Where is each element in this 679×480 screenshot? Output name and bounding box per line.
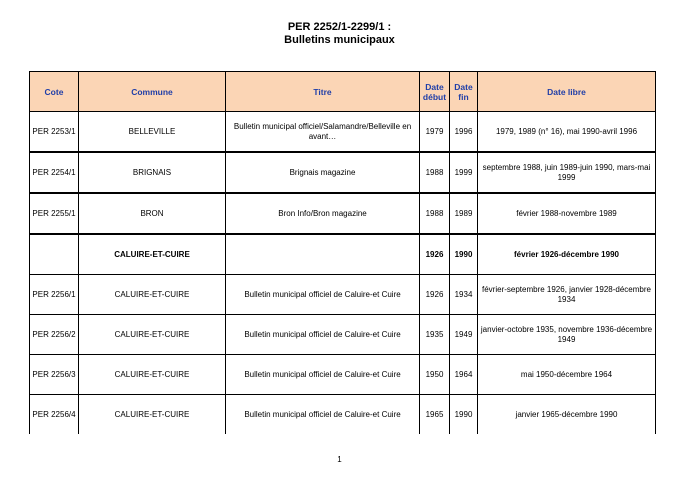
cell-date-debut: 1988 <box>420 152 450 193</box>
title-line-2: Bulletins municipaux <box>284 34 395 46</box>
cell-titre: Brignais magazine <box>226 152 420 193</box>
cell-date-libre: 1979, 1989 (n° 16), mai 1990-avril 1996 <box>478 112 656 153</box>
table-row <box>30 112 656 153</box>
cell-date-libre: janvier-octobre 1935, novembre 1936-décembre 1949 <box>478 315 656 355</box>
cell-date-fin: 1996 <box>450 112 478 153</box>
cell-commune: BRON <box>79 193 226 234</box>
col-header-date-libre: Date libre <box>478 72 656 112</box>
cell-date-fin: 1934 <box>450 275 478 315</box>
cell-date-fin: 1990 <box>450 395 478 435</box>
cell-date-libre: septembre 1988, juin 1989-juin 1990, mars-mai 1999 <box>478 152 656 193</box>
cell-date-debut: 1950 <box>420 355 450 395</box>
cell-titre: Bulletin municipal officiel de Caluire-et Cuire <box>226 275 420 315</box>
cell-date-libre: février 1988-novembre 1989 <box>478 193 656 234</box>
cell-commune: CALUIRE-ET-CUIRE <box>79 275 226 315</box>
cell-titre: Bulletin municipal officiel/Salamandre/Belleville en avant… <box>226 112 420 153</box>
cell-cote: PER 2255/1 <box>30 193 79 234</box>
table-row <box>30 152 656 193</box>
cell-date-debut: 1979 <box>420 112 450 153</box>
cell-cote: PER 2256/2 <box>30 315 79 355</box>
cell-date-libre: janvier 1965-décembre 1990 <box>478 395 656 435</box>
cell-commune: CALUIRE-ET-CUIRE <box>79 395 226 435</box>
cell-cote: PER 2254/1 <box>30 152 79 193</box>
col-header-date-debut: Date début <box>420 72 450 112</box>
cell-cote: PER 2256/4 <box>30 395 79 435</box>
cell-commune: CALUIRE-ET-CUIRE <box>79 355 226 395</box>
cell-date-libre: février-septembre 1926, janvier 1928-décembre 1934 <box>478 275 656 315</box>
cell-cote: PER 2256/1 <box>30 275 79 315</box>
page-title <box>0 21 679 47</box>
table-row-group-summary <box>30 234 656 275</box>
table-row <box>30 275 656 315</box>
cell-cote: PER 2256/3 <box>30 355 79 395</box>
cell-date-fin: 1990 <box>450 234 478 275</box>
catalog-table <box>29 71 656 434</box>
col-header-cote: Cote <box>30 72 79 112</box>
cell-date-debut: 1935 <box>420 315 450 355</box>
title-line-1: PER 2252/1-2299/1 : <box>287 21 392 33</box>
cell-cote: PER 2253/1 <box>30 112 79 153</box>
col-header-commune: Commune <box>79 72 226 112</box>
cell-date-debut: 1926 <box>420 234 450 275</box>
table-header-row <box>30 72 656 112</box>
cell-commune: BELLEVILLE <box>79 112 226 153</box>
cell-date-fin: 1989 <box>450 193 478 234</box>
cell-date-debut: 1965 <box>420 395 450 435</box>
cell-commune: BRIGNAIS <box>79 152 226 193</box>
cell-titre: Bron Info/Bron magazine <box>226 193 420 234</box>
cell-date-fin: 1964 <box>450 355 478 395</box>
table-row <box>30 193 656 234</box>
cell-date-fin: 1949 <box>450 315 478 355</box>
cell-date-libre: mai 1950-décembre 1964 <box>478 355 656 395</box>
cell-date-libre: février 1926-décembre 1990 <box>478 234 656 275</box>
cell-commune: CALUIRE-ET-CUIRE <box>79 234 226 275</box>
cell-titre: Bulletin municipal officiel de Caluire-et Cuire <box>226 315 420 355</box>
col-header-date-fin: Date fin <box>450 72 478 112</box>
table-row <box>30 355 656 395</box>
cell-cote <box>30 234 79 275</box>
cell-titre <box>226 234 420 275</box>
col-header-titre: Titre <box>226 72 420 112</box>
cell-date-debut: 1926 <box>420 275 450 315</box>
cell-date-fin: 1999 <box>450 152 478 193</box>
cell-commune: CALUIRE-ET-CUIRE <box>79 315 226 355</box>
cell-date-debut: 1988 <box>420 193 450 234</box>
cell-titre: Bulletin municipal officiel de Caluire-et Cuire <box>226 395 420 435</box>
table-row <box>30 315 656 355</box>
page-number: 1 <box>337 455 342 464</box>
cell-titre: Bulletin municipal officiel de Caluire-et Cuire <box>226 355 420 395</box>
table-row <box>30 395 656 435</box>
